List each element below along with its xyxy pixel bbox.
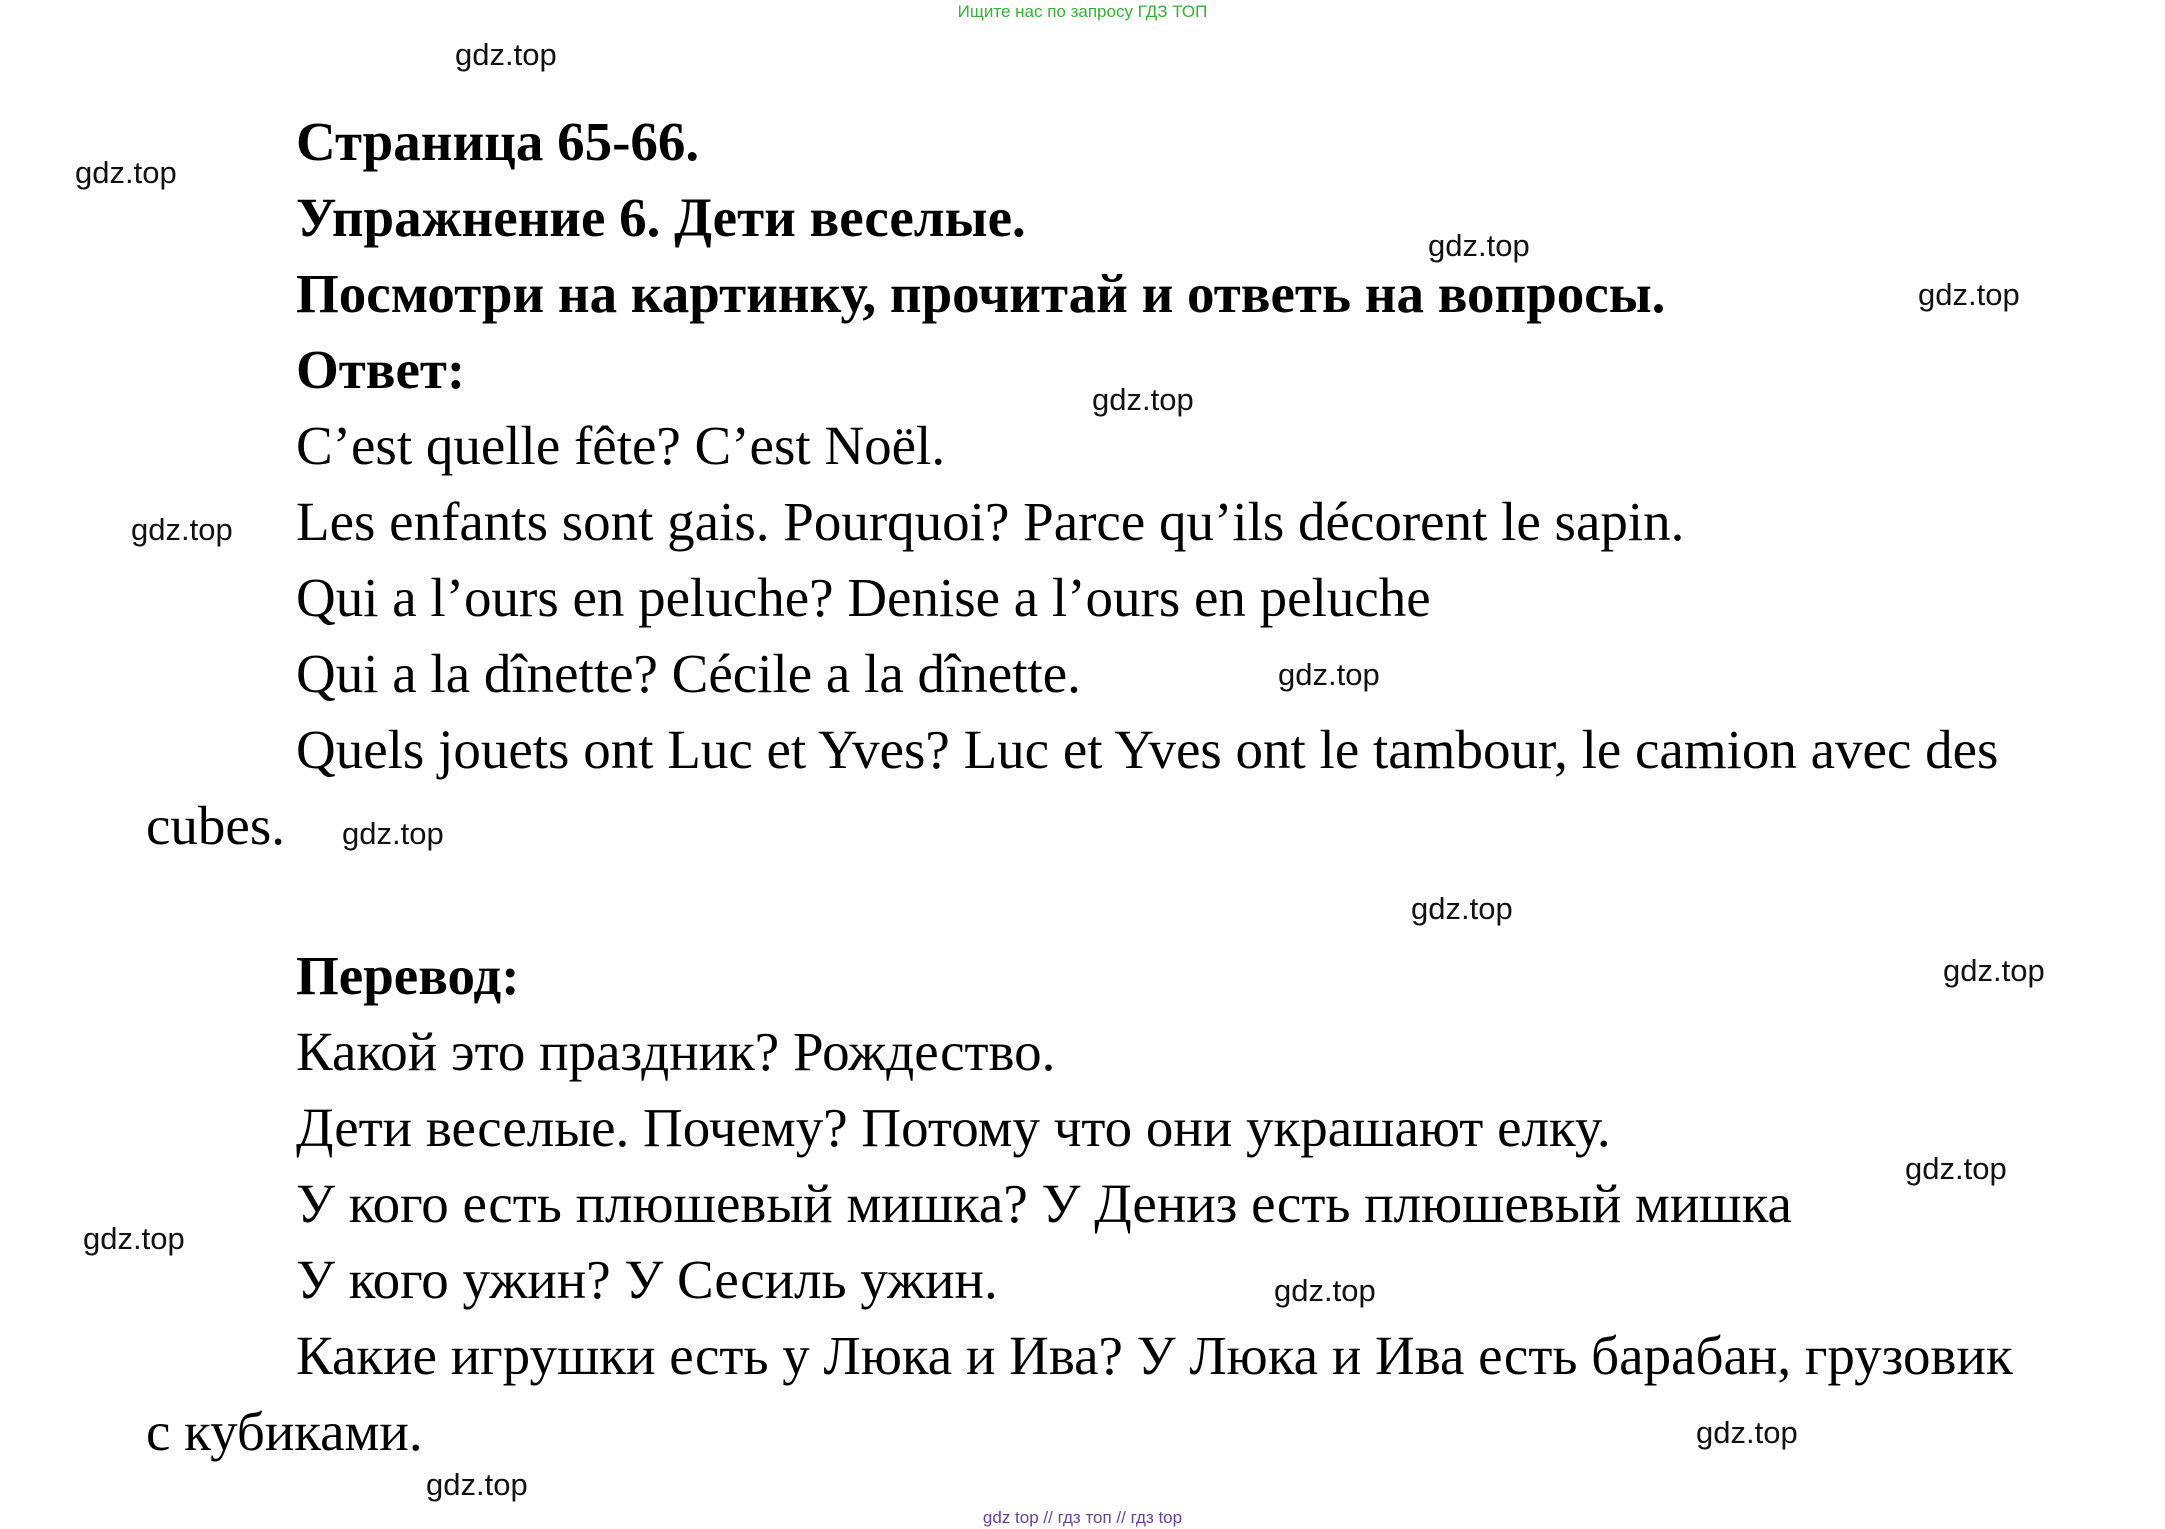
top-banner[interactable]: Ищите нас по запросу ГДЗ ТОП — [957, 2, 1208, 21]
page-title: Страница 65-66. — [296, 111, 700, 172]
exercise-title: Упражнение 6. Дети веселые. — [296, 187, 1026, 248]
watermark: gdz.top — [426, 1467, 528, 1502]
watermark: gdz.top — [1696, 1415, 1798, 1450]
watermark: gdz.top — [1905, 1151, 2007, 1186]
translation-line: Какие игрушки есть у Люка и Ива? У Люка и Ива есть барабан, грузовик — [296, 1325, 2013, 1386]
answer-line: Quels jouets ont Luc et Yves? Luc et Yves ont le tambour, le camion avec des — [296, 719, 1999, 780]
translation-label: Перевод: — [296, 945, 520, 1006]
bottom-banner[interactable]: gdz top // гдз топ // гдз top — [982, 1508, 1183, 1527]
answer-line: Qui a la dînette? Cécile a la dînette. — [296, 643, 1081, 704]
watermark: gdz.top — [342, 816, 444, 851]
translation-line: Какой это праздник? Рождество. — [296, 1021, 1056, 1082]
answer-line: C’est quelle fête? C’est Noël. — [296, 415, 946, 476]
answer-label: Ответ: — [296, 339, 466, 400]
answer-line: Qui a l’ours en peluche? Denise a l’ours en peluche — [296, 567, 1431, 628]
watermark: gdz.top — [1278, 657, 1380, 692]
watermark: gdz.top — [1092, 382, 1194, 417]
watermark: gdz.top — [131, 512, 233, 547]
watermark: gdz.top — [1918, 277, 2020, 312]
watermark: gdz.top — [455, 37, 557, 72]
translation-line: Дети веселые. Почему? Потому что они украшают елку. — [296, 1097, 1611, 1158]
watermark: gdz.top — [83, 1221, 185, 1256]
translation-line-continuation: с кубиками. — [146, 1401, 423, 1462]
watermark: gdz.top — [1943, 953, 2045, 988]
watermark: gdz.top — [1274, 1273, 1376, 1308]
translation-line: У кого ужин? У Сесиль ужин. — [296, 1249, 998, 1310]
answer-line-continuation: cubes. — [146, 795, 285, 856]
watermark: gdz.top — [75, 155, 177, 190]
translation-line: У кого есть плюшевый мишка? У Дениз есть плюшевый мишка — [296, 1173, 1792, 1234]
watermark: gdz.top — [1411, 891, 1513, 926]
task-instruction: Посмотри на картинку, прочитай и ответь на вопросы. — [296, 263, 1666, 324]
answer-line: Les enfants sont gais. Pourquoi? Parce qu’ils décorent le sapin. — [296, 491, 1685, 552]
watermark: gdz.top — [1428, 228, 1530, 263]
